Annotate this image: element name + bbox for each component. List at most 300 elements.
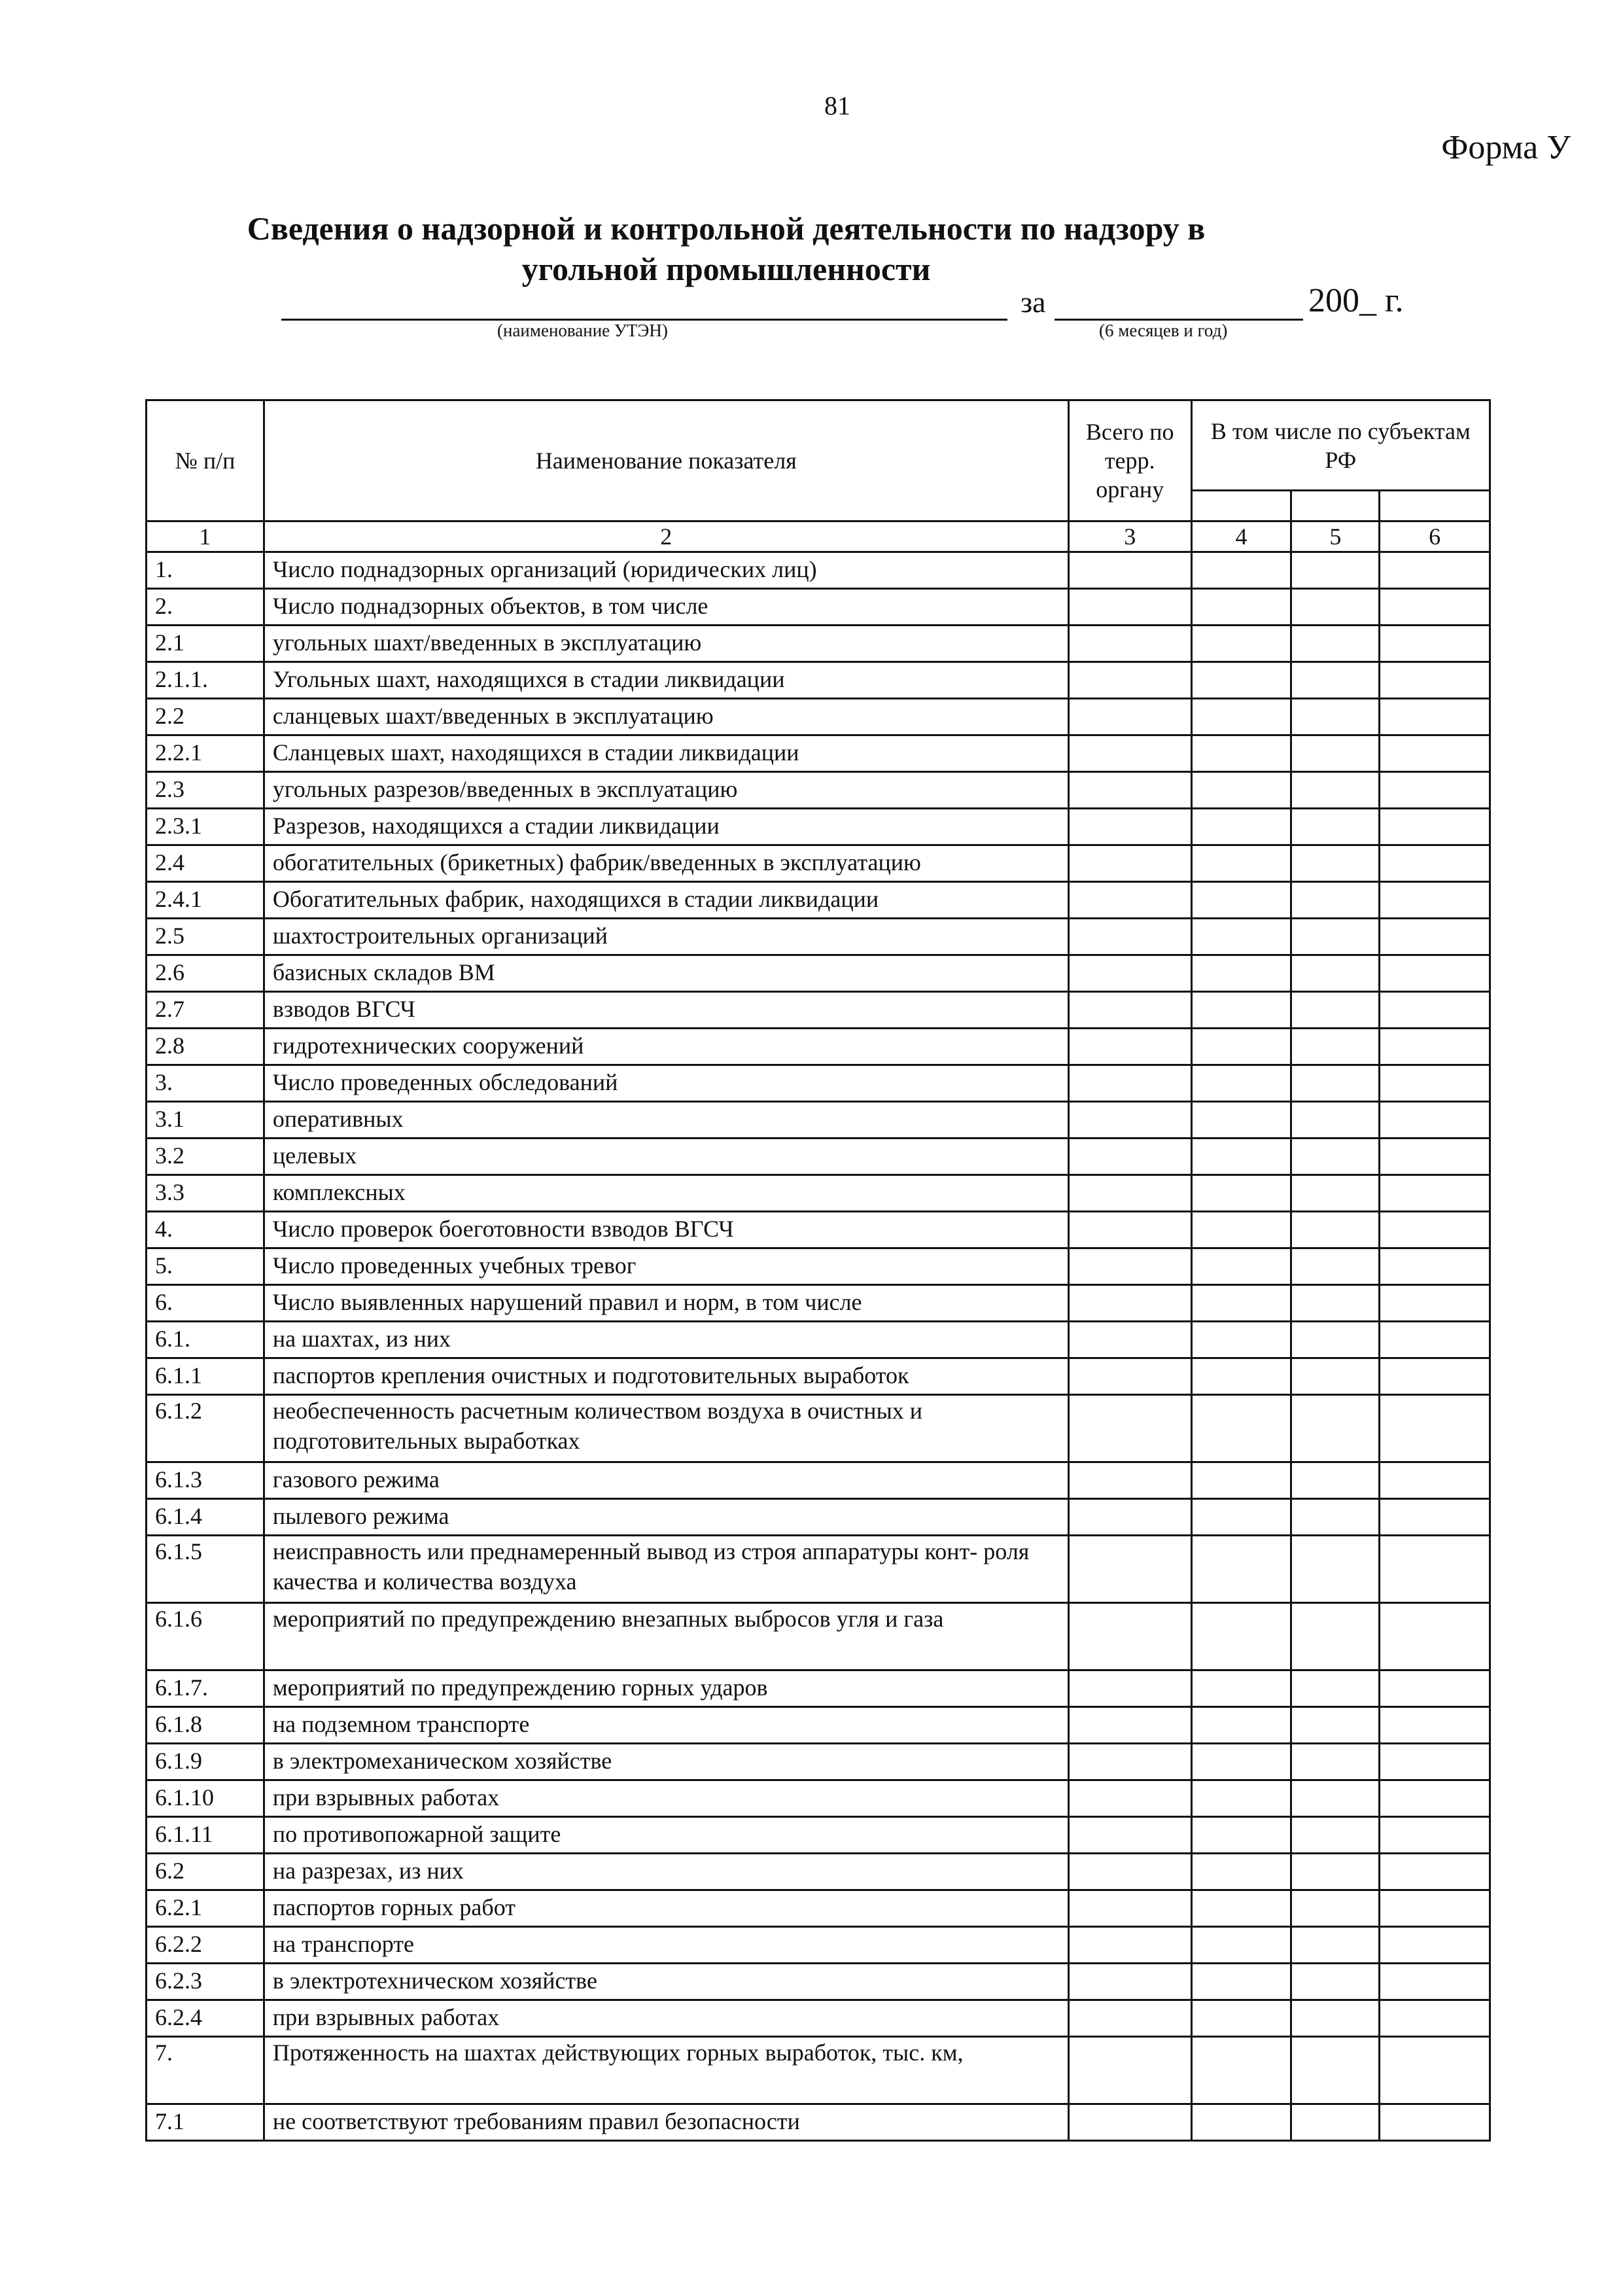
table-row	[147, 1285, 1490, 1322]
row-indicator-name: на разрезах, из них	[264, 1854, 1068, 1890]
subject-value-cell[interactable]	[1380, 1927, 1490, 1964]
table-row	[147, 1964, 1490, 2000]
total-value-cell[interactable]	[1068, 1029, 1191, 1065]
subject-value-cell[interactable]	[1191, 2000, 1291, 2037]
subject-value-cell[interactable]	[1191, 955, 1291, 992]
table-row	[147, 2000, 1490, 2037]
subject-value-cell[interactable]	[1191, 1285, 1291, 1322]
total-value-cell[interactable]	[1068, 1744, 1191, 1780]
table-row	[147, 1817, 1490, 1854]
subject-value-cell[interactable]	[1380, 1744, 1490, 1780]
row-indicator-name: не соответствуют требованиям правил безопасности	[264, 2104, 1068, 2141]
subject-value-cell[interactable]	[1191, 1248, 1291, 1285]
org-name-hint: (наименование УТЭН)	[497, 321, 668, 340]
subject-value-cell[interactable]	[1291, 845, 1380, 882]
row-indicator-name: сланцевых шахт/введенных в эксплуатацию	[264, 699, 1068, 735]
column-number: 4	[1191, 521, 1291, 552]
total-value-cell[interactable]	[1068, 1670, 1191, 1707]
row-indicator-name: Число поднадзорных объектов, в том числе	[264, 589, 1068, 626]
subject-value-cell[interactable]	[1291, 772, 1380, 809]
subject-value-cell[interactable]	[1291, 1065, 1380, 1102]
subject-value-cell[interactable]	[1291, 699, 1380, 735]
subject-value-cell[interactable]	[1191, 1139, 1291, 1175]
total-value-cell[interactable]	[1068, 1603, 1191, 1670]
subject-value-cell[interactable]	[1191, 1670, 1291, 1707]
subject-value-cell[interactable]	[1291, 1890, 1380, 1927]
row-indicator-name: оперативных	[264, 1102, 1068, 1139]
total-value-cell[interactable]	[1068, 2000, 1191, 2037]
row-indicator-name: обогатительных (брикетных) фабрик/введенных в эксплуатацию	[264, 845, 1068, 882]
total-value-cell[interactable]	[1068, 699, 1191, 735]
total-value-cell[interactable]	[1068, 1322, 1191, 1358]
table-row	[147, 1065, 1490, 1102]
row-indicator-name: Сланцевых шахт, находящихся в стадии ликвидации	[264, 735, 1068, 772]
row-indicator-name: угольных разрезов/введенных в эксплуатацию	[264, 772, 1068, 809]
row-number: 2.1	[147, 626, 264, 662]
row-indicator-name: паспортов горных работ	[264, 1890, 1068, 1927]
subject-value-cell[interactable]	[1191, 1964, 1291, 2000]
period-year: 200_ г.	[1308, 282, 1404, 319]
report-table	[145, 399, 1491, 2142]
row-indicator-name: гидротехнических сооружений	[264, 1029, 1068, 1065]
total-value-cell[interactable]	[1068, 2104, 1191, 2141]
subject-value-cell[interactable]	[1380, 1890, 1490, 1927]
subject-value-cell[interactable]	[1291, 809, 1380, 845]
column-number: 5	[1291, 521, 1380, 552]
subject-value-cell[interactable]	[1191, 1536, 1291, 1603]
subject-value-cell[interactable]	[1380, 1029, 1490, 1065]
row-number: 3.3	[147, 1175, 264, 1212]
row-number: 1.	[147, 552, 264, 589]
table-row	[147, 1139, 1490, 1175]
subject-value-cell[interactable]	[1291, 552, 1380, 589]
row-number: 6.2.2	[147, 1927, 264, 1964]
column-number: 1	[147, 521, 264, 552]
row-indicator-name: базисных складов ВМ	[264, 955, 1068, 992]
subject-value-cell[interactable]	[1191, 1462, 1291, 1499]
table-row	[147, 845, 1490, 882]
subject-value-cell[interactable]	[1291, 882, 1380, 919]
row-indicator-name: комплексных	[264, 1175, 1068, 1212]
subject-value-cell[interactable]	[1291, 1780, 1380, 1817]
row-indicator-name: на подземном транспорте	[264, 1707, 1068, 1744]
table-row	[147, 589, 1490, 626]
subject-value-cell[interactable]	[1291, 1603, 1380, 1670]
subject-value-cell[interactable]	[1191, 2104, 1291, 2141]
subject-value-cell[interactable]	[1191, 589, 1291, 626]
row-number: 6.1.3	[147, 1462, 264, 1499]
subject-value-cell[interactable]	[1291, 2037, 1380, 2104]
subject-value-cell[interactable]	[1380, 1536, 1490, 1603]
subject-value-cell[interactable]	[1191, 626, 1291, 662]
table-row	[147, 1854, 1490, 1890]
table-row	[147, 2104, 1490, 2141]
subject-value-cell[interactable]	[1380, 955, 1490, 992]
subject-value-cell[interactable]	[1191, 1029, 1291, 1065]
subject-value-cell[interactable]	[1291, 2000, 1380, 2037]
row-number: 6.2.3	[147, 1964, 264, 2000]
subject-value-cell[interactable]	[1191, 2037, 1291, 2104]
row-indicator-name: Угольных шахт, находящихся в стадии ликвидации	[264, 662, 1068, 699]
subject-value-cell[interactable]	[1380, 1175, 1490, 1212]
row-number: 7.	[147, 2037, 264, 2104]
subject-value-cell[interactable]	[1191, 1102, 1291, 1139]
header-num: № п/п	[147, 400, 264, 521]
column-number: 6	[1380, 521, 1490, 552]
subject-value-cell[interactable]	[1380, 1395, 1490, 1462]
total-value-cell[interactable]	[1068, 845, 1191, 882]
subject-value-cell[interactable]	[1380, 919, 1490, 955]
subject-value-cell[interactable]	[1380, 1780, 1490, 1817]
row-number: 6.1.9	[147, 1744, 264, 1780]
subject-value-cell[interactable]	[1191, 1212, 1291, 1248]
total-value-cell[interactable]	[1068, 1854, 1191, 1890]
subject-value-cell[interactable]	[1291, 1927, 1380, 1964]
row-number: 6.2	[147, 1854, 264, 1890]
total-value-cell[interactable]	[1068, 992, 1191, 1029]
subject-value-cell[interactable]	[1380, 1707, 1490, 1744]
row-number: 5.	[147, 1248, 264, 1285]
page-number: 81	[824, 91, 850, 120]
row-indicator-name: необеспеченность расчетным количеством воздуха в очистных и подготовительных выработках	[264, 1395, 1068, 1462]
table-row	[147, 626, 1490, 662]
total-value-cell[interactable]	[1068, 1285, 1191, 1322]
row-number: 6.1.1	[147, 1358, 264, 1395]
subject-value-cell[interactable]	[1291, 662, 1380, 699]
row-number: 4.	[147, 1212, 264, 1248]
row-number: 7.1	[147, 2104, 264, 2141]
table-row	[147, 1462, 1490, 1499]
subject-value-cell[interactable]	[1291, 626, 1380, 662]
row-number: 6.1.4	[147, 1499, 264, 1536]
table-row	[147, 882, 1490, 919]
table-row	[147, 1670, 1490, 1707]
subject-value-cell[interactable]	[1380, 2037, 1490, 2104]
subject-value-cell[interactable]	[1380, 1358, 1490, 1395]
total-value-cell[interactable]	[1068, 955, 1191, 992]
row-indicator-name: паспортов крепления очистных и подготовительных выработок	[264, 1358, 1068, 1395]
total-value-cell[interactable]	[1068, 1175, 1191, 1212]
subject-value-cell[interactable]	[1191, 1603, 1291, 1670]
row-indicator-name: Число проведенных учебных тревог	[264, 1248, 1068, 1285]
table-row	[147, 955, 1490, 992]
subject-value-cell[interactable]	[1191, 1065, 1291, 1102]
subject-value-cell[interactable]	[1291, 1322, 1380, 1358]
total-value-cell[interactable]	[1068, 882, 1191, 919]
subject-value-cell[interactable]	[1380, 2104, 1490, 2141]
subject-value-cell[interactable]	[1380, 1603, 1490, 1670]
total-value-cell[interactable]	[1068, 919, 1191, 955]
header-name: Наименование показателя	[264, 400, 1068, 521]
total-value-cell[interactable]	[1068, 1358, 1191, 1395]
header-total: Всего по терр. органу	[1068, 400, 1191, 521]
row-indicator-name: на транспорте	[264, 1927, 1068, 1964]
row-number: 2.2.1	[147, 735, 264, 772]
row-indicator-name: газового режима	[264, 1462, 1068, 1499]
subject-value-cell[interactable]	[1380, 699, 1490, 735]
subject-value-cell[interactable]	[1191, 735, 1291, 772]
row-indicator-name: Число проведенных обследований	[264, 1065, 1068, 1102]
total-value-cell[interactable]	[1068, 1065, 1191, 1102]
subject-value-cell[interactable]	[1291, 1670, 1380, 1707]
subject-value-cell[interactable]	[1191, 992, 1291, 1029]
subject-value-cell[interactable]	[1380, 1670, 1490, 1707]
row-indicator-name: угольных шахт/введенных в эксплуатацию	[264, 626, 1068, 662]
subject-value-cell[interactable]	[1380, 662, 1490, 699]
subject-value-cell[interactable]	[1380, 735, 1490, 772]
subject-value-cell[interactable]	[1291, 1175, 1380, 1212]
total-value-cell[interactable]	[1068, 1780, 1191, 1817]
table-row	[147, 992, 1490, 1029]
table-row	[147, 699, 1490, 735]
subject-value-cell[interactable]	[1291, 955, 1380, 992]
total-value-cell[interactable]	[1068, 1395, 1191, 1462]
subject-value-cell[interactable]	[1191, 1175, 1291, 1212]
row-number: 6.1.6	[147, 1603, 264, 1670]
subject-value-cell[interactable]	[1380, 1139, 1490, 1175]
table-row	[147, 1927, 1490, 1964]
total-value-cell[interactable]	[1068, 1462, 1191, 1499]
subject-value-cell[interactable]	[1191, 772, 1291, 809]
subject-value-cell[interactable]	[1380, 1817, 1490, 1854]
subject-value-cell[interactable]	[1191, 845, 1291, 882]
row-number: 6.1.7.	[147, 1670, 264, 1707]
subject-value-cell[interactable]	[1191, 1927, 1291, 1964]
table-row	[147, 1603, 1490, 1670]
row-number: 3.2	[147, 1139, 264, 1175]
row-indicator-name: Обогатительных фабрик, находящихся в стадии ликвидации	[264, 882, 1068, 919]
table-row	[147, 1248, 1490, 1285]
total-value-cell[interactable]	[1068, 1139, 1191, 1175]
subject-value-cell[interactable]	[1291, 1212, 1380, 1248]
subject-value-cell[interactable]	[1291, 1744, 1380, 1780]
table-row	[147, 1499, 1490, 1536]
subject-value-cell[interactable]	[1380, 1212, 1490, 1248]
subject-value-cell[interactable]	[1291, 1536, 1380, 1603]
row-indicator-name: неисправность или преднамеренный вывод из строя аппаратуры конт- роля качества и количества воздуха	[264, 1536, 1068, 1603]
row-number: 6.1.11	[147, 1817, 264, 1854]
row-number: 6.1.8	[147, 1707, 264, 1744]
subject-value-cell[interactable]	[1291, 1285, 1380, 1322]
table-row	[147, 1536, 1490, 1603]
total-value-cell[interactable]	[1068, 1817, 1191, 1854]
row-number: 2.3	[147, 772, 264, 809]
row-number: 6.	[147, 1285, 264, 1322]
table-row	[147, 1102, 1490, 1139]
subject-value-cell[interactable]	[1291, 2104, 1380, 2141]
row-indicator-name: в электромеханическом хозяйстве	[264, 1744, 1068, 1780]
subject-value-cell[interactable]	[1380, 809, 1490, 845]
row-number: 2.8	[147, 1029, 264, 1065]
row-number: 6.1.10	[147, 1780, 264, 1817]
total-value-cell[interactable]	[1068, 809, 1191, 845]
table-row	[147, 1395, 1490, 1462]
total-value-cell[interactable]	[1068, 772, 1191, 809]
row-number: 6.2.4	[147, 2000, 264, 2037]
subject-value-cell[interactable]	[1291, 992, 1380, 1029]
row-number: 2.6	[147, 955, 264, 992]
row-indicator-name: при взрывных работах	[264, 1780, 1068, 1817]
row-indicator-name: Число поднадзорных организаций (юридических лиц)	[264, 552, 1068, 589]
table-row	[147, 735, 1490, 772]
row-indicator-name: шахтостроительных организаций	[264, 919, 1068, 955]
subject-value-cell[interactable]	[1191, 1854, 1291, 1890]
row-indicator-name: целевых	[264, 1139, 1068, 1175]
row-indicator-name: пылевого режима	[264, 1499, 1068, 1536]
total-value-cell[interactable]	[1068, 1927, 1191, 1964]
total-value-cell[interactable]	[1068, 1248, 1191, 1285]
row-number: 2.3.1	[147, 809, 264, 845]
total-value-cell[interactable]	[1068, 1499, 1191, 1536]
total-value-cell[interactable]	[1068, 626, 1191, 662]
subject-value-cell[interactable]	[1191, 809, 1291, 845]
subject-value-cell[interactable]	[1380, 845, 1490, 882]
subject-value-cell[interactable]	[1380, 589, 1490, 626]
subject-value-cell[interactable]	[1191, 1358, 1291, 1395]
subject-value-cell[interactable]	[1291, 1395, 1380, 1462]
table-row	[147, 1358, 1490, 1395]
subject-value-cell[interactable]	[1291, 1854, 1380, 1890]
row-number: 3.	[147, 1065, 264, 1102]
subject-value-cell[interactable]	[1191, 699, 1291, 735]
subject-value-cell[interactable]	[1380, 1285, 1490, 1322]
table-row	[147, 809, 1490, 845]
row-indicator-name: Число выявленных нарушений правил и норм, в том числе	[264, 1285, 1068, 1322]
table-row	[147, 1744, 1490, 1780]
total-value-cell[interactable]	[1068, 1707, 1191, 1744]
subject-value-cell[interactable]	[1380, 626, 1490, 662]
subject-value-cell[interactable]	[1380, 552, 1490, 589]
subject-value-cell[interactable]	[1291, 1499, 1380, 1536]
row-indicator-name: при взрывных работах	[264, 2000, 1068, 2037]
subject-value-cell[interactable]	[1380, 1499, 1490, 1536]
total-value-cell[interactable]	[1068, 1102, 1191, 1139]
row-number: 6.1.	[147, 1322, 264, 1358]
table-row	[147, 1212, 1490, 1248]
subject-value-cell[interactable]	[1291, 1102, 1380, 1139]
row-number: 3.1	[147, 1102, 264, 1139]
table-row	[147, 1780, 1490, 1817]
table-row	[147, 1890, 1490, 1927]
subject-value-cell[interactable]	[1191, 1744, 1291, 1780]
subject-value-cell[interactable]	[1291, 1707, 1380, 1744]
period-hint: (6 месяцев и год)	[1099, 321, 1228, 340]
row-indicator-name: взводов ВГСЧ	[264, 992, 1068, 1029]
row-number: 2.1.1.	[147, 662, 264, 699]
row-indicator-name: в электротехническом хозяйстве	[264, 1964, 1068, 2000]
row-number: 2.4	[147, 845, 264, 882]
subject-value-cell[interactable]	[1380, 992, 1490, 1029]
table-row	[147, 1175, 1490, 1212]
subject-value-cell[interactable]	[1291, 589, 1380, 626]
subject-value-cell[interactable]	[1380, 2000, 1490, 2037]
column-number-row	[147, 521, 1490, 552]
row-number: 2.4.1	[147, 882, 264, 919]
subject-value-cell[interactable]	[1380, 1248, 1490, 1285]
total-value-cell[interactable]	[1068, 2037, 1191, 2104]
total-value-cell[interactable]	[1068, 552, 1191, 589]
row-indicator-name: на шахтах, из них	[264, 1322, 1068, 1358]
table-body	[147, 521, 1490, 2141]
row-indicator-name: по противопожарной защите	[264, 1817, 1068, 1854]
table-row	[147, 662, 1490, 699]
subject-value-cell[interactable]	[1191, 552, 1291, 589]
total-value-cell[interactable]	[1068, 1890, 1191, 1927]
subject-value-cell[interactable]	[1191, 662, 1291, 699]
row-number: 2.7	[147, 992, 264, 1029]
subject-value-cell[interactable]	[1380, 1065, 1490, 1102]
row-indicator-name: мероприятий по предупреждению внезапных выбросов угля и газа	[264, 1603, 1068, 1670]
subject-value-cell[interactable]	[1380, 1102, 1490, 1139]
table-row	[147, 1322, 1490, 1358]
subject-value-cell[interactable]	[1380, 1462, 1490, 1499]
total-value-cell[interactable]	[1068, 589, 1191, 626]
column-number: 2	[264, 521, 1068, 552]
header-subjects: В том числе по субъектам РФ	[1191, 400, 1490, 491]
header-subject-cell	[1291, 491, 1380, 521]
row-number: 6.2.1	[147, 1890, 264, 1927]
row-number: 6.1.2	[147, 1395, 264, 1462]
subject-value-cell[interactable]	[1291, 735, 1380, 772]
subject-value-cell[interactable]	[1191, 1707, 1291, 1744]
subject-value-cell[interactable]	[1380, 882, 1490, 919]
subject-value-cell[interactable]	[1380, 772, 1490, 809]
subject-value-cell[interactable]	[1191, 1890, 1291, 1927]
subject-value-cell[interactable]	[1191, 1322, 1291, 1358]
subject-value-cell[interactable]	[1380, 1964, 1490, 2000]
subject-value-cell[interactable]	[1191, 1817, 1291, 1854]
row-number: 2.2	[147, 699, 264, 735]
row-number: 2.	[147, 589, 264, 626]
row-indicator-name: мероприятий по предупреждению горных ударов	[264, 1670, 1068, 1707]
document-title: Сведения о надзорной и контрольной деятельности по надзору в угольной промышленности	[247, 210, 1206, 287]
table-row	[147, 2037, 1490, 2104]
row-indicator-name: Число проверок боеготовности взводов ВГСЧ	[264, 1212, 1068, 1248]
subject-value-cell[interactable]	[1191, 1780, 1291, 1817]
subject-value-cell[interactable]	[1191, 882, 1291, 919]
subject-value-cell[interactable]	[1291, 919, 1380, 955]
table-row	[147, 772, 1490, 809]
subject-value-cell[interactable]	[1291, 1358, 1380, 1395]
row-indicator-name: Разрезов, находящихся а стадии ликвидации	[264, 809, 1068, 845]
subject-value-cell[interactable]	[1291, 1029, 1380, 1065]
total-value-cell[interactable]	[1068, 662, 1191, 699]
header-subject-cell	[1191, 491, 1291, 521]
subject-value-cell[interactable]	[1291, 1462, 1380, 1499]
subject-value-cell[interactable]	[1191, 919, 1291, 955]
row-number: 6.1.5	[147, 1536, 264, 1603]
table-row	[147, 552, 1490, 589]
subject-value-cell[interactable]	[1380, 1322, 1490, 1358]
table-row	[147, 1029, 1490, 1065]
subject-value-cell[interactable]	[1380, 1854, 1490, 1890]
period-za: за	[1021, 285, 1046, 319]
subject-value-cell[interactable]	[1191, 1395, 1291, 1462]
subject-value-cell[interactable]	[1291, 1817, 1380, 1854]
subject-value-cell[interactable]	[1291, 1139, 1380, 1175]
subject-value-cell[interactable]	[1191, 1499, 1291, 1536]
subject-value-cell[interactable]	[1291, 1964, 1380, 2000]
row-number: 2.5	[147, 919, 264, 955]
table-row	[147, 1707, 1490, 1744]
total-value-cell[interactable]	[1068, 1212, 1191, 1248]
column-number: 3	[1068, 521, 1191, 552]
header-subject-cell	[1380, 491, 1490, 521]
total-value-cell[interactable]	[1068, 1964, 1191, 2000]
subject-value-cell[interactable]	[1291, 1248, 1380, 1285]
total-value-cell[interactable]	[1068, 735, 1191, 772]
total-value-cell[interactable]	[1068, 1536, 1191, 1603]
